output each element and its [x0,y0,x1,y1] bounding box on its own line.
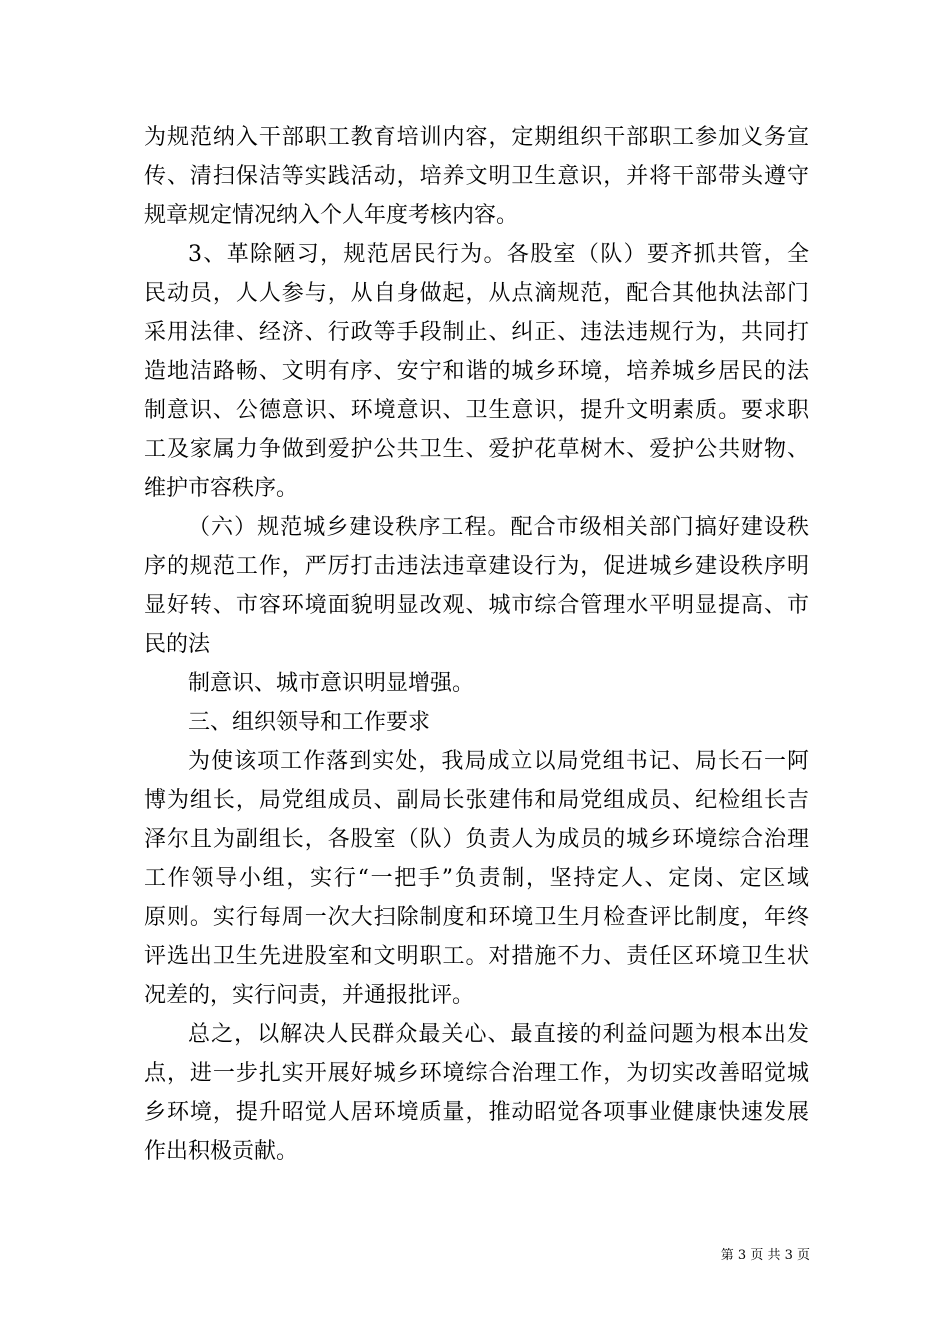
text-line: 维护市容秩序。 [144,476,299,501]
text-line: 评选出卫生先进股室和文明职工。对措施不力、责任区环境卫生状 [144,944,809,969]
text-line: 博为组长，局党组成员、副局长张建伟和局党组成员、纪检组长吉 [144,788,809,813]
text-line: 泽尔且为副组长，各股室（队）负责人为成员的城乡环境综合治理 [144,827,809,852]
text-line: 作出积极贡献。 [144,1139,299,1164]
section-heading: 三、组织领导和工作要求 [188,710,431,735]
text-line: 况差的，实行问责，并通报批评。 [144,983,475,1008]
text-line: 总之，以解决人民群众最关心、最直接的利益问题为根本出发 [188,1022,809,1047]
text-line: 造地洁路畅、文明有序、安宁和谐的城乡环境，培养城乡居民的法 [144,359,809,384]
text-line: 制意识、公德意识、环境意识、卫生意识，提升文明素质。要求职 [144,398,809,423]
text-line: 工作领导小组，实行“一把手”负责制，坚持定人、定岗、定区域 [144,866,809,891]
text-line: 点，进一步扎实开展好城乡环境综合治理工作，为切实改善昭觉城 [144,1061,809,1086]
text-line: 制意识、城市意识明显增强。 [188,671,475,696]
text-line: 规章规定情况纳入个人年度考核内容。 [144,203,519,228]
text-line: 工及家属力争做到爱护公共卫生、爱护花草树木、爱护公共财物、 [144,437,809,462]
text-line: 序的规范工作，严厉打击违法违章建设行为，促进城乡建设秩序明 [144,554,809,579]
text-line: 民的法 [144,632,211,657]
text-line: 显好转、市容环境面貌明显改观、城市综合管理水平明显提高、市 [144,593,809,618]
text-line: 原则。实行每周一次大扫除制度和环境卫生月检查评比制度，年终 [144,905,809,930]
text-line: 采用法律、经济、行政等手段制止、纠正、违法违规行为，共同打 [144,320,809,345]
text-line: 为使该项工作落到实处，我局成立以局党组书记、局长石一阿 [188,749,809,774]
page-number-footer: 第 3 页 共 3 页 [720,1248,810,1263]
text-line: 传、清扫保洁等实践活动，培养文明卫生意识，并将干部带头遵守 [144,164,809,189]
text-line: 乡环境，提升昭觉人居环境质量，推动昭觉各项事业健康快速发展 [144,1100,809,1125]
text-line: 民动员，人人参与，从自身做起，从点滴规范，配合其他执法部门 [144,281,809,306]
text-line: 为规范纳入干部职工教育培训内容，定期组织干部职工参加义务宣 [144,125,809,150]
text-line: 3、革除陋习，规范居民行为。各股室（队）要齐抓共管，全 [188,242,809,267]
document-body [144,118,809,1171]
text-line: （六）规范城乡建设秩序工程。配合市级相关部门搞好建设秩 [188,515,809,540]
